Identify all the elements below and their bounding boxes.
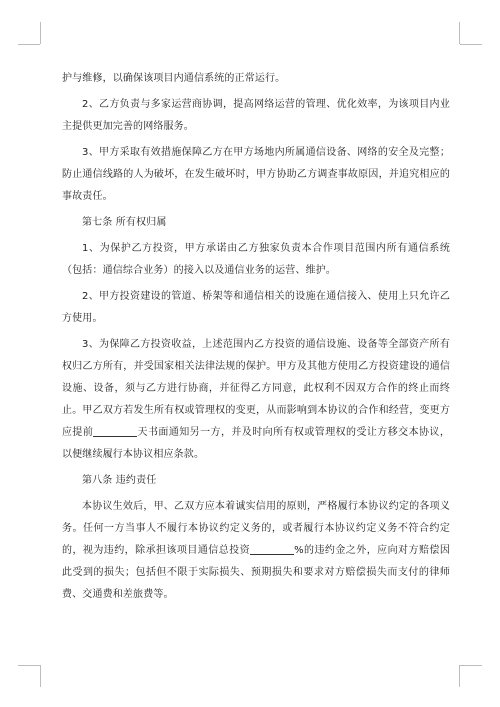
paragraph-clause-6-2: 2、乙方负责与多家运营商协调，提高网络运营的管理、优化效率，为该项目内业主提供更加完善的网络服务。 [62, 99, 450, 132]
article-8-text-after: %的违约金之外，应向对方赔偿因此受到的损失；包括但不限于实际损失、预期损失和要求对方赔偿损失而支付的律师费、交通费和差旅费等。 [62, 545, 450, 600]
clause-7-3-text-before: 3、为保障乙方投资收益，上述范围内乙方投资的通信设施、设备等全部资产所有权归乙方所有，并受国家相关法律法规的保护。甲方及其他方使用乙方投资建设的通信设施、设备，须与乙方进行协商，并征得乙方同意，此权利不因双方合作的终止而终止。甲乙双方若发生所有权或管理权的变更，从而影响到本协议的合作和经营，变更方应提前 [62, 339, 450, 438]
crop-mark-top-right-h [460, 44, 482, 45]
crop-mark-top-left-v [40, 22, 41, 44]
paragraph-clause-7-3 [62, 334, 450, 466]
section-heading-article-8: 第八条 违约责任 [82, 475, 157, 486]
paragraph-article-8-body [62, 496, 450, 606]
paragraph-clause-7-1: 1、为保护乙方投资，甲方承诺由乙方独家负责本合作项目范围内所有通信系统（包括：通信综合业务）的接入以及通信业务的运营、维护。 [62, 243, 450, 276]
crop-mark-bottom-left-h [18, 665, 40, 666]
paragraph-clause-6-3: 3、甲方采取有效措施保障乙方在甲方场地内所属通信设备、网络的安全及完整；防止通信线路的人为破坏，在发生破坏时，甲方协助乙方调查事故原因，并追究相应的事故责任。 [62, 147, 450, 202]
notice-days-blank [93, 424, 137, 437]
crop-mark-bottom-right-v [459, 665, 460, 687]
penalty-percent-blank [250, 542, 294, 555]
paragraph-clause-7-2: 2、甲方投资建设的管道、桥架等和通信相关的设施在通信接入、使用上只允许乙方使用。 [62, 291, 450, 324]
document-body [62, 68, 450, 610]
section-heading-article-7: 第七条 所有权归属 [82, 217, 167, 228]
clause-7-3-text-after: 天书面通知另一方，并及时向所有权或管理权的受让方移交本协议，以便继续履行本协议相应条款。 [62, 427, 451, 460]
article-8-text-before: 本协议生效后，甲、乙双方应本着诚实信用的原则，严格履行本协议约定的各项义务。任何一方当事人不履行本协议约定义务的，或者履行本协议约定义务不符合约定的，视为违约，除承担该项目通信总投资 [62, 501, 450, 556]
paragraph-continuation: 护与维修，以确保该项目内通信系统的正常运行。 [62, 73, 286, 84]
crop-mark-top-left-h [18, 44, 40, 45]
crop-mark-top-right-v [459, 22, 460, 44]
crop-mark-bottom-left-v [40, 665, 41, 687]
crop-mark-bottom-right-h [460, 665, 482, 666]
